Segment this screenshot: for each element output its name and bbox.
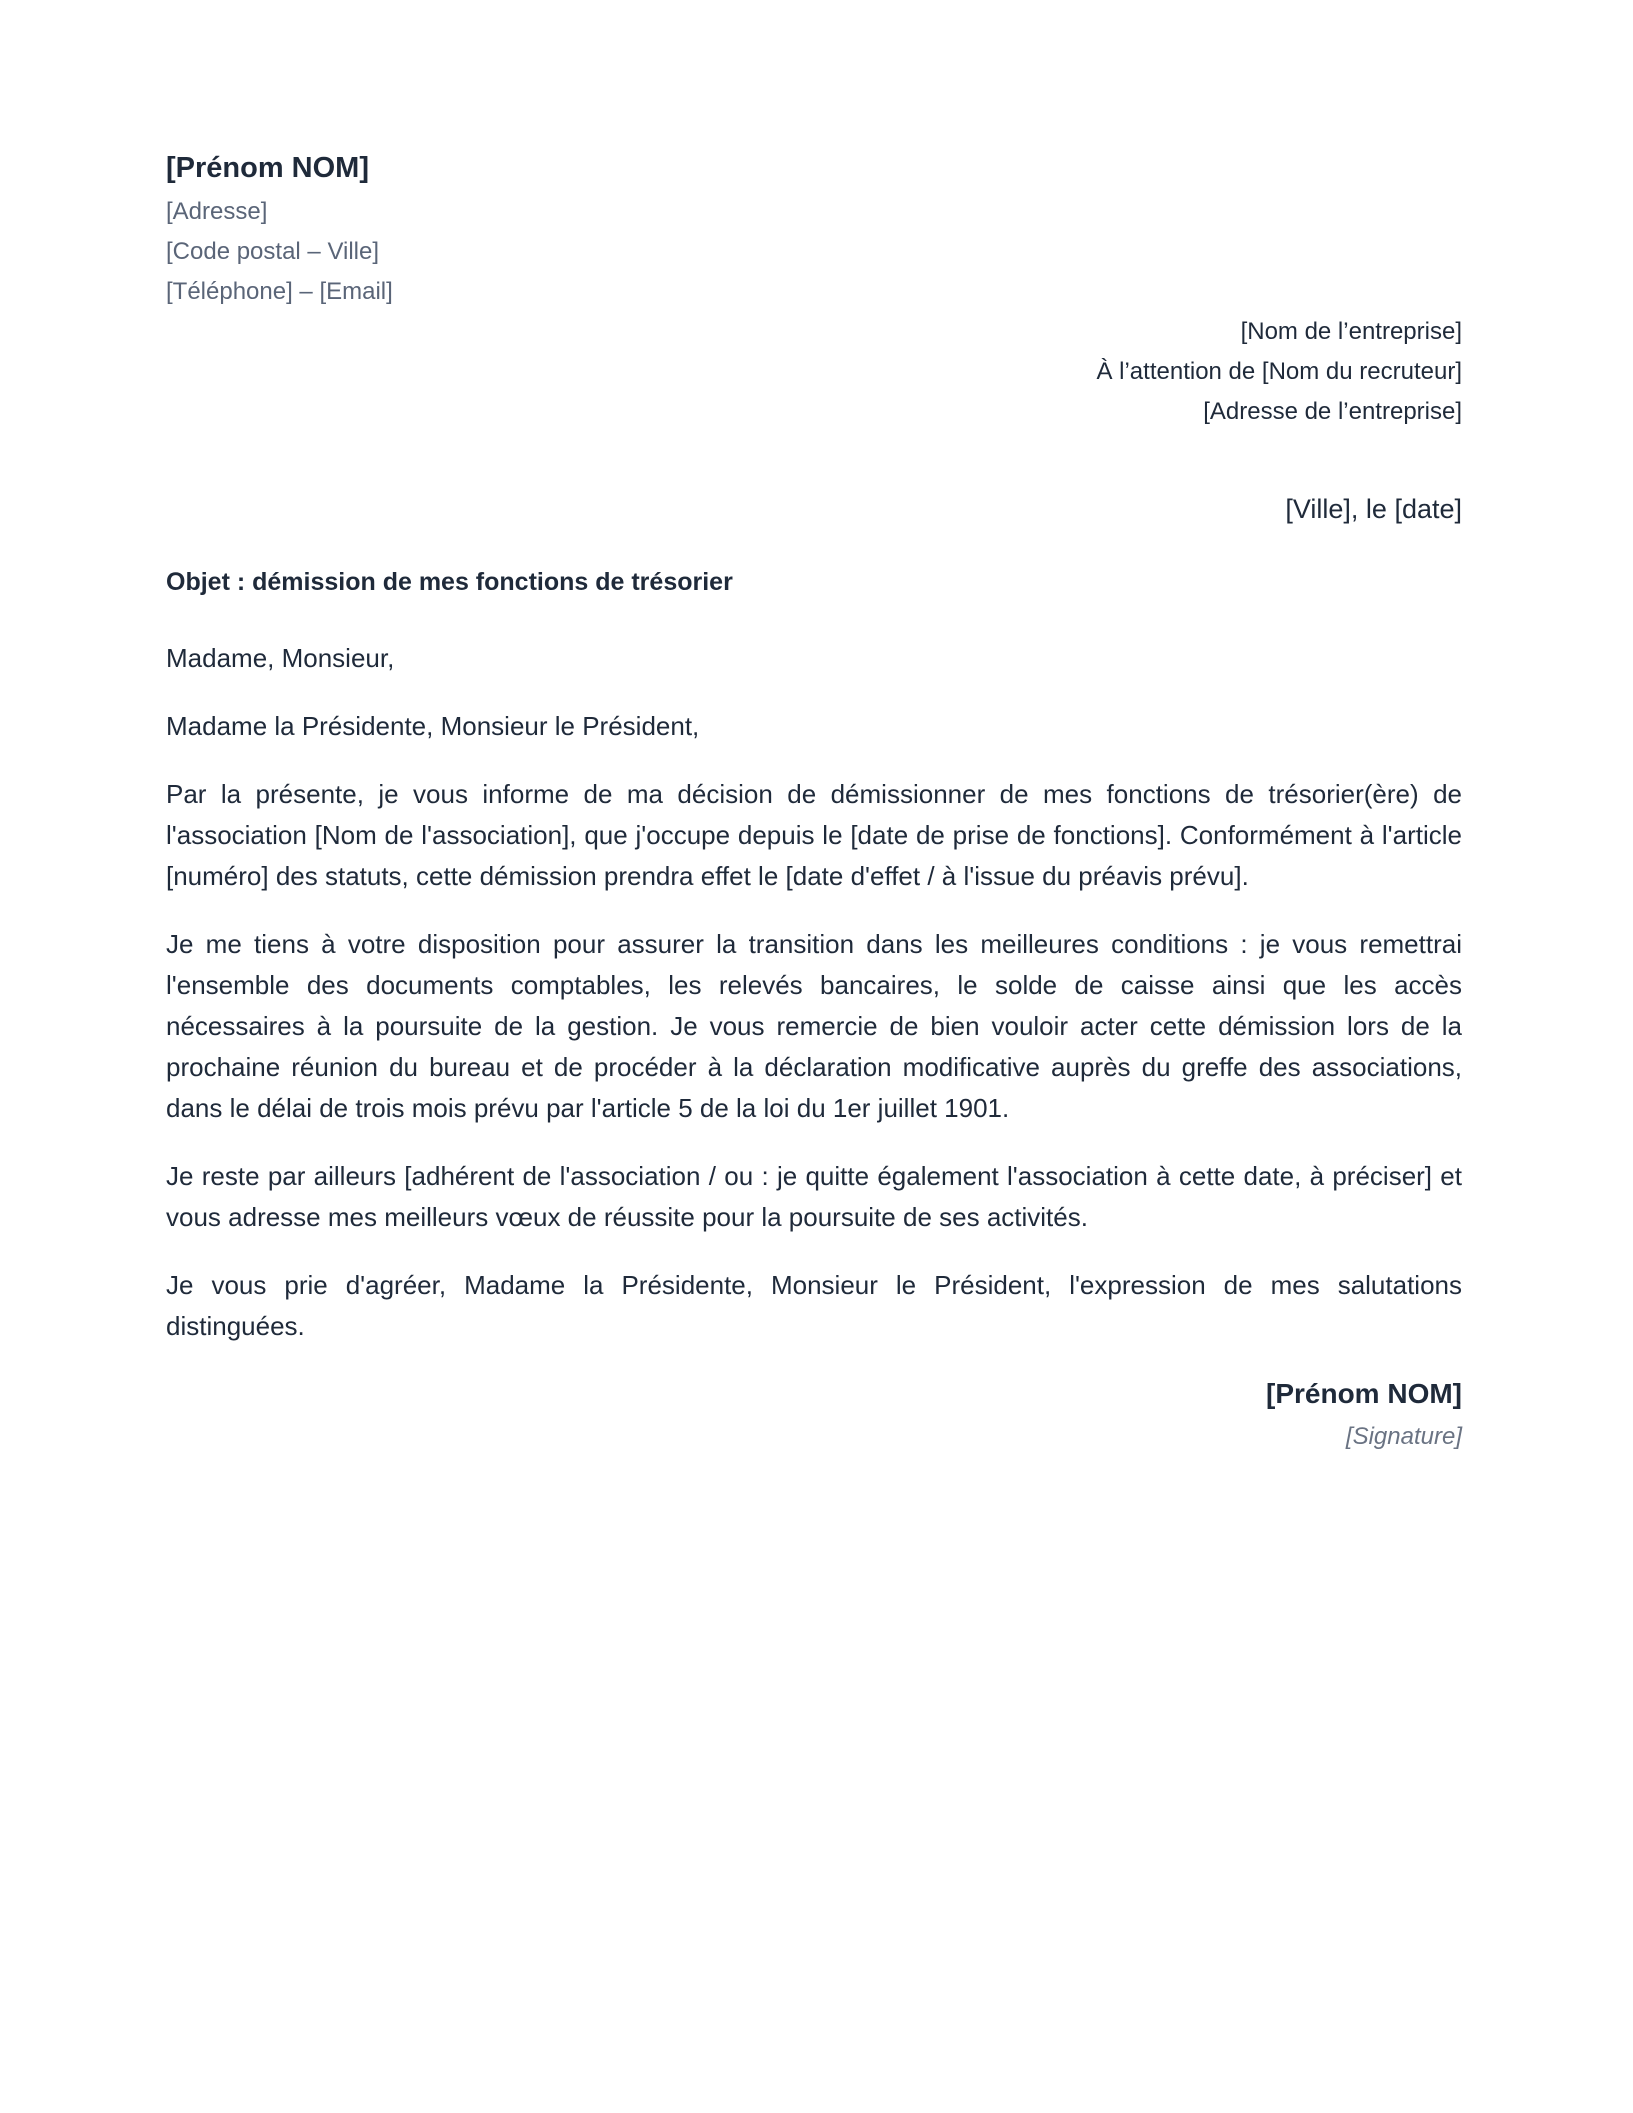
body-paragraph-transition: Je me tiens à votre disposition pour assurer la transition dans les meilleures conditions : je vous remettrai l'ensemble des documents comptables, les relevés bancaires, le solde de caisse ainsi que les accès nécessaires à la poursuite de la gestion. Je vous remercie de bien vouloir acter cette démission lors de la prochaine réunion du bureau et de procéder à la déclaration modificative auprès du greffe des associations, dans le délai de trois mois prévu par l'article 5 de la loi du 1er juillet 1901.	[166, 929, 1462, 1123]
signature-block	[166, 1373, 1462, 1457]
sender-name: [Prénom NOM]	[166, 152, 369, 184]
recipient-block	[166, 312, 1462, 432]
salutation-president: Madame la Présidente, Monsieur le Président,	[166, 711, 700, 741]
recipient-company: [Nom de l’entreprise]	[1240, 318, 1462, 345]
sender-block	[166, 148, 1462, 312]
letter-content	[166, 148, 1462, 1457]
body-paragraph-closing: Je vous prie d'agréer, Madame la Présidente, Monsieur le Président, l'expression de mes salutations distinguées.	[166, 1270, 1462, 1341]
recipient-address: [Adresse de l’entreprise]	[1203, 398, 1462, 425]
salutation-generic: Madame, Monsieur,	[166, 643, 395, 673]
body-paragraph-membership: Je reste par ailleurs [adhérent de l'association / ou : je quitte également l'association à cette date, à préciser] et vous adresse mes meilleurs vœux de réussite pour la poursuite de ses activités.	[166, 1161, 1462, 1232]
recipient-attention: À l’attention de [Nom du recruteur]	[1096, 358, 1462, 385]
signature-name: [Prénom NOM]	[1266, 1378, 1462, 1409]
sender-address: [Adresse]	[166, 198, 268, 225]
sender-postal-city: [Code postal – Ville]	[166, 238, 380, 265]
body-paragraph-decision: Par la présente, je vous informe de ma décision de démissionner de mes fonctions de trésorier(ère) de l'association [Nom de l'association], que j'occupe depuis le [date de prise de fonctions]. Conformément à l'article [numéro] des statuts, cette démission prendra effet le [date d'effet / à l'issue du préavis prévu].	[166, 779, 1462, 891]
sender-contact: [Téléphone] – [Email]	[166, 278, 393, 305]
signature-placeholder: [Signature]	[1345, 1423, 1462, 1450]
letter-subject: Objet : démission de mes fonctions de trésorier	[166, 568, 733, 596]
place-date: [Ville], le [date]	[1285, 494, 1462, 524]
